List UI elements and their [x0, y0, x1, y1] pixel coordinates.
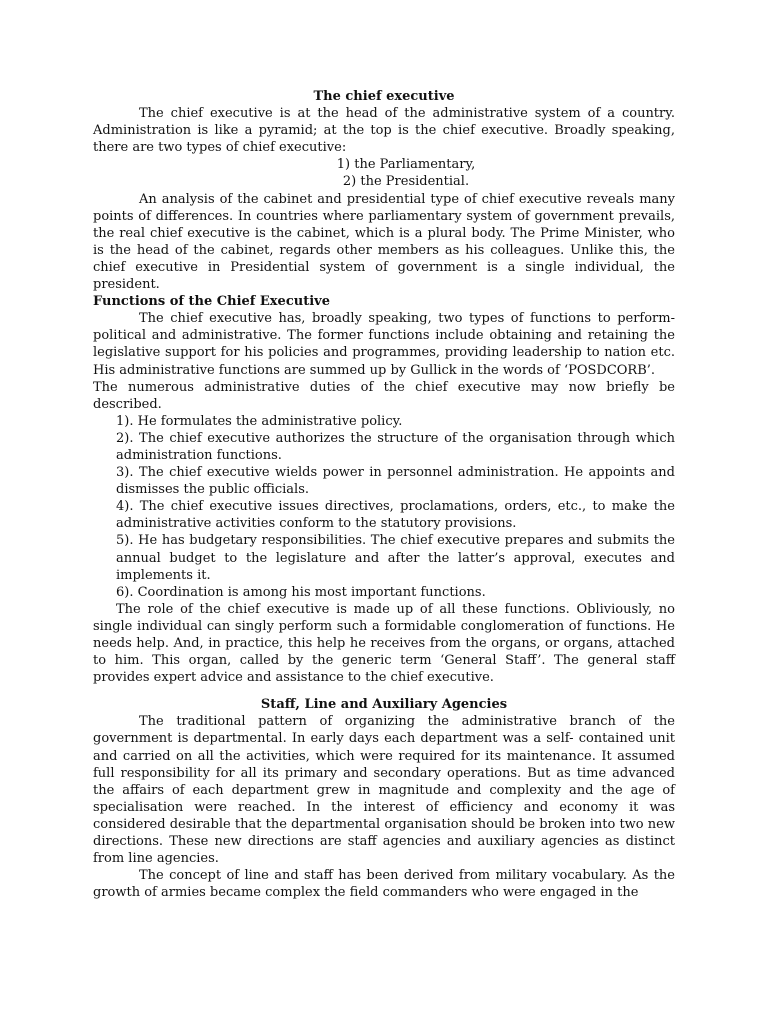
- type-parliamentary: 1) the Parliamentary,: [336, 157, 476, 173]
- functions-heading: Functions of the Chief Executive: [93, 294, 330, 310]
- duty-item: 6). Coordination is among his most important functions.: [116, 584, 486, 600]
- duty-item: 5). He has budgetary responsibilities. The chief executive prepares and submits the annual budget to the legislature and after the latter’s approval, executes and implements it.: [116, 533, 675, 583]
- duty-item: 1). He formulates the administrative policy.: [116, 413, 403, 429]
- staff-paragraph: The traditional pattern of organizing the administrative branch of the government is departmental. In early days each department was a self- contained unit and carried on all the activities, which were required for its maintenance. It assumed full responsibility for all its primary and secondary operations. But as time advanced the affairs of each department grew in magnitude and complexity and the age of specialisation were reached. In the interest of efficiency and economy it was considered desirable that the departmental organisation should be broken into two new directions. These new directions are staff agencies and auxiliary agencies as distinct from line agencies.: [93, 714, 675, 867]
- type-presidential: 2) the Presidential.: [342, 174, 470, 190]
- functions-intro-paragraph: The chief executive has, broadly speaking, two types of functions to perform- political and administrative. The former functions include obtaining and retaining the legislative support for his policies and programmes, providing leadership to nation etc. His administrative functions are summed up by Gullick in the words of ‘POSDCORB’.: [93, 311, 675, 378]
- duty-item: 4). The chief executive issues directives, proclamations, orders, etc., to make the administrative activities conform to the statutory provisions.: [116, 499, 675, 532]
- page-title: The chief executive: [313, 89, 455, 104]
- staff-heading: Staff, Line and Auxiliary Agencies: [260, 697, 508, 713]
- intro-paragraph: The chief executive is at the head of the administrative system of a country. Administration is like a pyramid; at the top is the chief executive. Broadly speaking, there are two types of chief executive:: [93, 106, 675, 156]
- duties-list: [93, 413, 675, 601]
- analysis-paragraph: An analysis of the cabinet and presidential type of chief executive reveals many points of differences. In countries where parliamentary system of government prevails, the real chief executive is the cabinet, which is a plural body. The Prime Minister, who is the head of the cabinet, regards other members as his colleagues. Unlike this, the chief executive in Presidential system of government is a single individual, the president.: [93, 191, 675, 293]
- duties-intro-paragraph: The numerous administrative duties of the chief executive may now briefly be described.: [93, 379, 675, 412]
- duty-item: 2). The chief executive authorizes the structure of the organisation through which administration functions.: [116, 430, 675, 463]
- role-paragraph: The role of the chief executive is made up of all these functions. Obliviously, no single individual can singly perform such a formidable conglomeration of functions. He needs help. And, in practice, this help he receives from the organs, or organs, attached to him. This organ, called by the generic term ‘General Staff’. The general staff provides expert advice and assistance to the chief executive.: [93, 601, 675, 686]
- concept-paragraph: The concept of line and staff has been derived from military vocabulary. As the growth of armies became complex the field commanders who were engaged in the: [93, 868, 675, 901]
- duty-item: 3). The chief executive wields power in personnel administration. He appoints and dismisses the public officials.: [116, 465, 675, 498]
